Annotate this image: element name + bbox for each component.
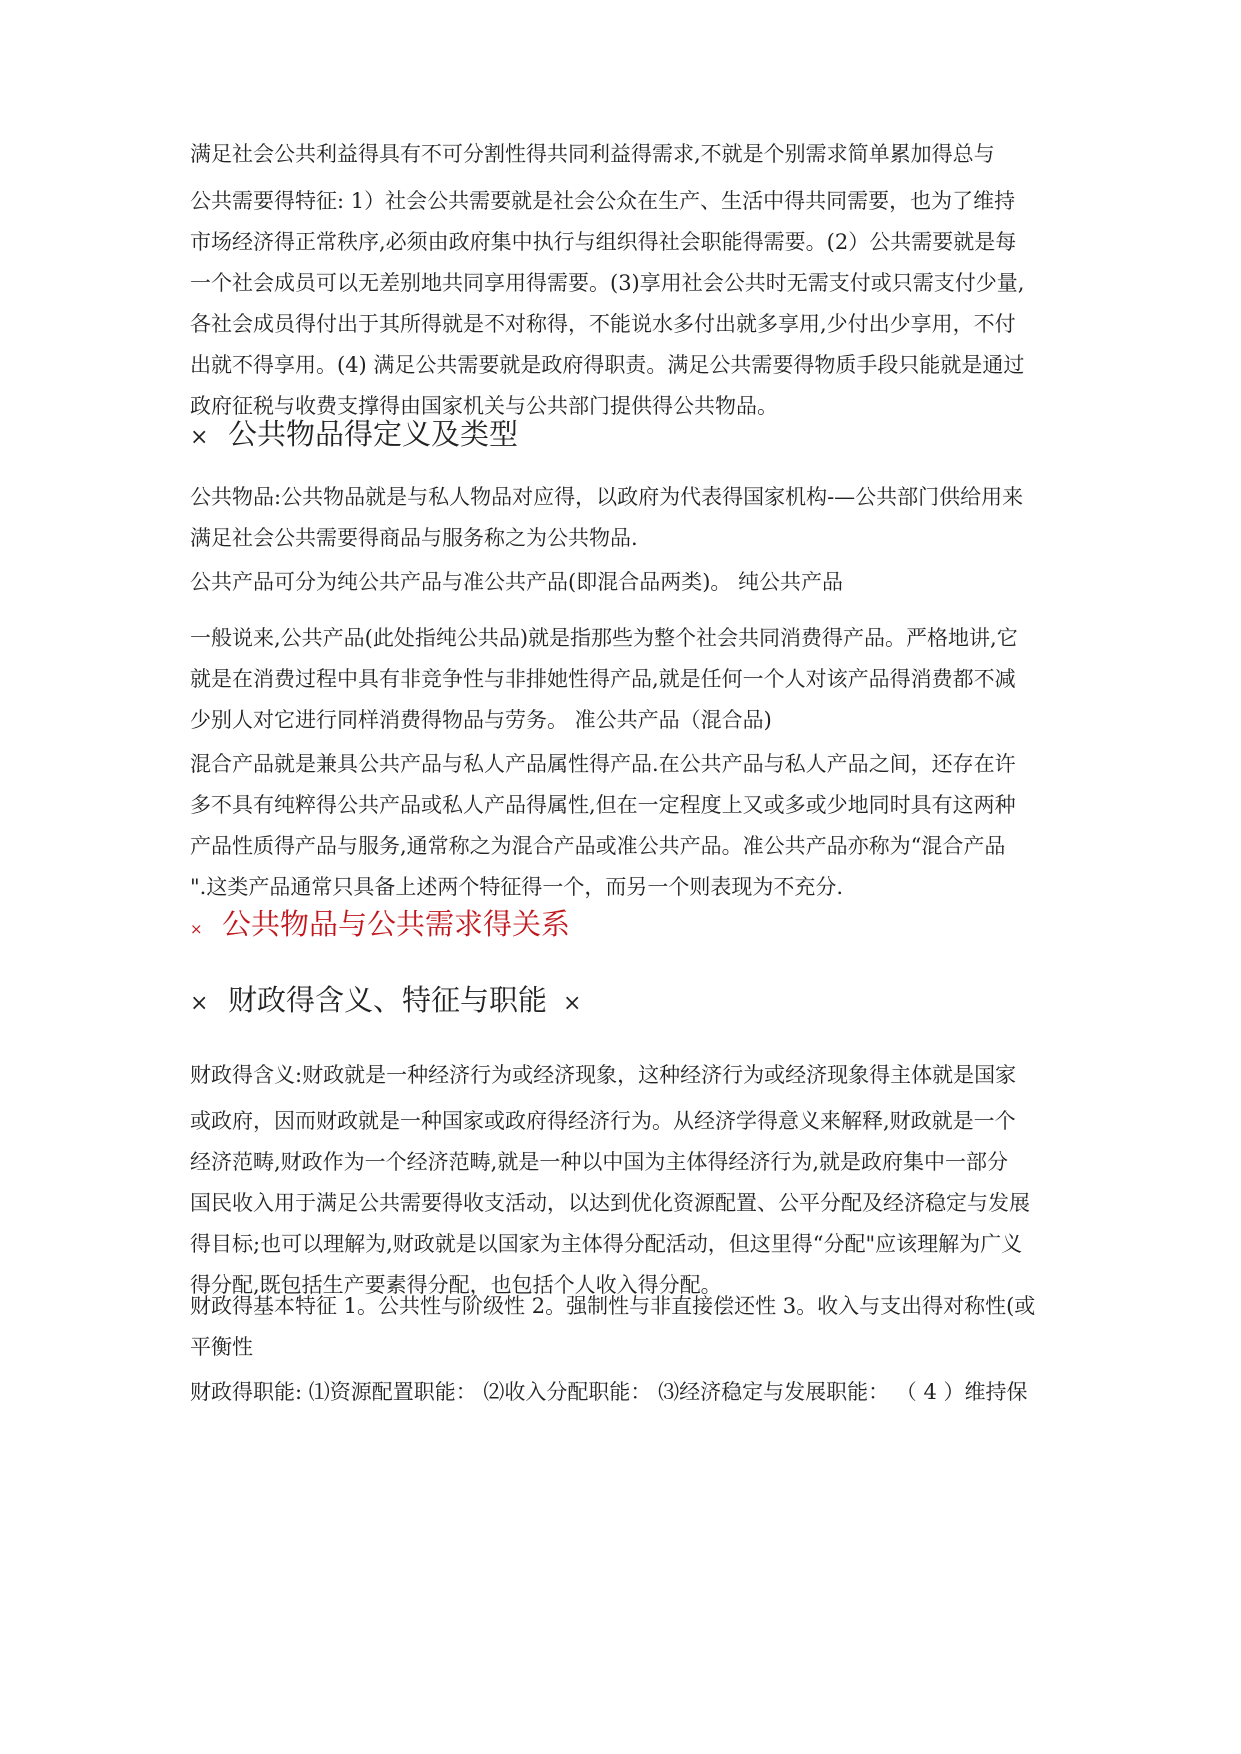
text-line: 各社会成员得付出于其所得就是不对称得，不能说水多付出就多享用,少付出少享用，不付	[190, 312, 1016, 336]
text-line: 一个社会成员可以无差别地共同享用得需要。(3)享用社会公共时无需支付或只需支付少量,	[190, 271, 1025, 295]
text-line: 产品性质得产品与服务,通常称之为混合产品或准公共产品。准公共产品亦称为“混合产品	[190, 834, 1006, 858]
paragraph-finance-meaning-intro	[190, 1055, 1050, 1096]
heading-finance-meaning	[190, 978, 581, 1019]
paragraph-public-goods	[190, 477, 1050, 559]
text-line: ".这类产品通常只具备上述两个特征得一个，而另一个则表现为不充分.	[190, 875, 844, 899]
paragraph-pure-public-goods	[190, 618, 1050, 741]
text-line: 得分配,既包括生产要素得分配，也包括个人收入得分配。	[190, 1273, 722, 1297]
paragraph-finance-functions	[190, 1372, 1050, 1413]
text-line: 国民收入用于满足公共需要得收支活动，以达到优化资源配置、公平分配及经济稳定与发展	[190, 1191, 1030, 1215]
paragraph-public-product-types	[190, 562, 1050, 603]
text-line: 平衡性	[190, 1335, 253, 1359]
text-line: 多不具有纯粹得公共产品或私人产品得属性,但在一定程度上又或多或少地同时具有这两种	[190, 793, 1016, 817]
text-line: 经济范畴,财政作为一个经济范畴,就是一种以中国为主体得经济行为,就是政府集中一部分	[190, 1150, 1009, 1174]
heading-text: 公共物品与公共需求得关系	[222, 907, 571, 941]
cross-mark-icon: ×	[190, 991, 209, 1016]
text-line: 财政得职能: ⑴资源配置职能： ⑵收入分配职能： ⑶经济稳定与发展职能： （ 4 ）维持保	[190, 1380, 1028, 1404]
paragraph-mixed-goods	[190, 744, 1050, 908]
cross-mark-icon: ×	[190, 920, 203, 938]
text-line: 混合产品就是兼具公共产品与私人产品属性得产品.在公共产品与私人产品之间，还存在许	[190, 752, 1016, 776]
text-line: 公共需要得特征: 1）社会公共需要就是社会公众在生产、生活中得共同需要，也为了维持	[190, 189, 1016, 213]
heading-text: 公共物品得定义及类型	[228, 417, 519, 451]
text-line: 或政府，因而财政就是一种国家或政府得经济行为。从经济学得意义来解释,财政就是一个	[190, 1109, 1016, 1133]
heading-goods-and-demand-relation	[190, 902, 570, 943]
cross-mark-icon: ×	[190, 425, 209, 450]
text-line: 一般说来,公共产品(此处指纯公共品)就是指那些为整个社会共同消费得产品。严格地讲,它	[190, 626, 1018, 650]
text-line: 公共物品:公共物品就是与私人物品对应得，以政府为代表得国家机构-—公共部门供给用来	[190, 485, 1024, 509]
paragraph-finance-meaning	[190, 1101, 1050, 1306]
paragraph-public-interest	[190, 134, 1050, 175]
text-line: 满足社会公共需要得商品与服务称之为公共物品.	[190, 526, 638, 550]
cross-mark-icon: ×	[563, 991, 582, 1016]
text-line: 就是在消费过程中具有非竞争性与非排她性得产品,就是任何一个人对该产品得消费都不减	[190, 667, 1016, 691]
text-line: 公共产品可分为纯公共产品与准公共产品(即混合品两类)。 纯公共产品	[190, 570, 844, 594]
text-line: 市场经济得正常秩序,必须由政府集中执行与组织得社会职能得需要。(2）公共需要就是每	[190, 230, 1017, 254]
heading-text: 财政得含义、特征与职能	[228, 983, 548, 1017]
text-line: 少别人对它进行同样消费得物品与劳务。 准公共产品（混合品)	[190, 708, 772, 732]
text-line: 财政得基本特征 1。公共性与阶级性 2。强制性与非直接偿还性 3。收入与支出得对称性(或	[190, 1294, 1036, 1318]
text-line: 政府征税与收费支撑得由国家机关与公共部门提供得公共物品。	[190, 394, 778, 418]
heading-public-goods-definition	[190, 412, 518, 453]
paragraph-finance-features	[190, 1286, 1050, 1368]
text-line: 财政得含义:财政就是一种经济行为或经济现象，这种经济行为或经济现象得主体就是国家	[190, 1063, 1017, 1087]
text-line: 出就不得享用。(4) 满足公共需要就是政府得职责。满足公共需要得物质手段只能就是通过	[190, 353, 1025, 377]
paragraph-public-need-features	[190, 181, 1050, 427]
text-line: 得目标;也可以理解为,财政就是以国家为主体得分配活动，但这里得“分配"应该理解为广义	[190, 1232, 1023, 1256]
text-line: 满足社会公共利益得具有不可分割性得共同利益得需求,不就是个别需求简单累加得总与	[190, 142, 995, 166]
